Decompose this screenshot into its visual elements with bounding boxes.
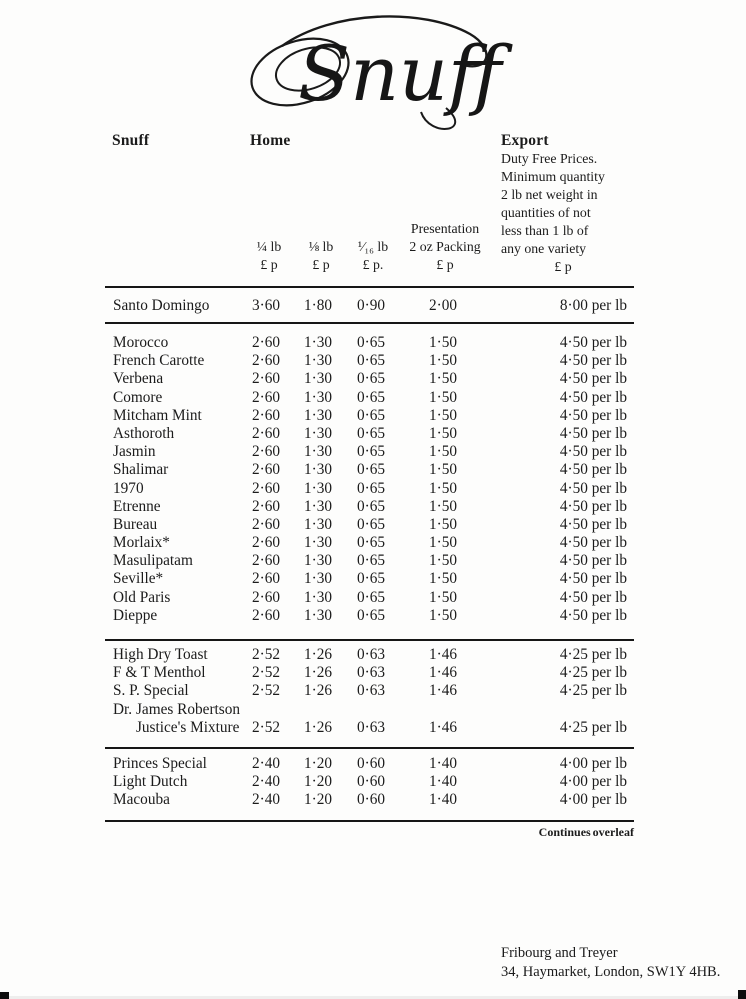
quarter-lb-price-cell: 2·52 [251,646,281,663]
presentation-price-cell: 1·50 [428,443,458,461]
sixteenth-lb-price-cell: 0·65 [356,588,386,606]
snuff-name-cell: Santo Domingo [113,297,210,314]
quarter-lb-price-cell: 2·52 [251,718,281,736]
presentation-price-cell: 1·50 [428,515,458,533]
eighth-lb-price-cell: 1·80 [303,297,333,314]
snuff-name-cell: Morlaix* [113,534,170,552]
quarter-lb-price-cell: 2·60 [251,388,281,406]
scan-artifact-bottom-right [738,990,746,999]
table-row [105,352,634,370]
export-price-cell: 4·50 per lb [559,534,627,552]
sixteenth-lb-price-cell: 0·63 [356,718,386,736]
footer-street-address: 34, Haymarket, London, SW1Y 4HB. [501,963,721,980]
snuff-name-cell: Morocco [113,334,169,351]
sixteenth-lb-price-cell: 0·60 [356,791,386,809]
export-price-cell: 4·25 per lb [559,682,627,700]
snuff-name-cell: F & T Menthol [113,664,206,682]
quarter-lb-column-label: ¼ lb [256,239,282,254]
quarter-lb-price-cell: 2·60 [251,515,281,533]
snuff-name-cell: Etrenne [113,497,161,515]
export-price-cell: 4·50 per lb [559,479,627,497]
presentation-price-cell: 1·50 [428,406,458,424]
table-row [105,443,634,461]
table-row [105,498,634,516]
export-price-cell: 4·00 per lb [559,755,627,772]
table-row [105,552,634,570]
presentation-price-cell: 1·50 [428,552,458,570]
snuff-name-cell: Macouba [113,791,170,809]
presentation-column-label-line2: 2 oz Packing [409,239,481,254]
eighth-lb-column-label: ⅛ lb [308,239,334,254]
sixteenth-lb-price-cell: 0·65 [356,352,386,370]
quarter-lb-price-cell: 3·60 [251,297,281,314]
table-row [105,589,634,607]
quarter-lb-price-cell: 2·40 [251,755,281,772]
rule-below-toast-section [105,747,634,749]
export-price-cell: 4·50 per lb [559,461,627,479]
presentation-price-cell: 1·50 [428,479,458,497]
table-row [105,570,634,588]
snuff-name-cell: High Dry Toast [113,646,208,663]
quarter-lb-price-cell: 2·60 [251,570,281,588]
export-price-cell: 4·50 per lb [559,515,627,533]
quarter-lb-price-cell: 2·60 [251,497,281,515]
sixteenth-lb-price-cell: 0·63 [356,664,386,682]
table-row [105,480,634,498]
presentation-price-cell: 1·50 [428,334,458,351]
table-row [105,534,634,552]
export-price-cell: 4·50 per lb [559,388,627,406]
export-column-header: Export [501,132,549,149]
presentation-price-cell: 1·50 [428,570,458,588]
presentation-price-cell: 1·40 [428,791,458,809]
sixteenth-lb-price-cell: 0·63 [356,646,386,663]
snuff-name-cell: Asthoroth [113,424,175,442]
export-condition-line: Duty Free Prices. [501,151,598,166]
presentation-price-cell: 1·50 [428,370,458,388]
table-row [105,682,634,700]
price-section-main [105,334,634,625]
presentation-price-cell: 1·50 [428,606,458,624]
snuff-name-cell: Masulipatam [113,552,193,570]
presentation-price-cell: 1·50 [428,588,458,606]
export-price-cell: 4·50 per lb [559,352,627,370]
price-section-princes [105,755,634,810]
eighth-lb-price-cell: 1·26 [303,718,333,736]
export-price-cell: 4·50 per lb [559,570,627,588]
eighth-lb-price-cell: 1·30 [303,534,333,552]
sixteenth-lb-price-cell: 0·60 [356,773,386,791]
presentation-price-cell: 1·50 [428,352,458,370]
eighth-lb-price-cell: 1·26 [303,646,333,663]
quarter-lb-price-cell: 2·60 [251,370,281,388]
sixteenth-lb-price-cell: 0·65 [356,388,386,406]
snuff-name-cell: S. P. Special [113,682,189,700]
eighth-lb-unit-label: £ p [312,257,330,272]
footer-address [501,944,720,981]
snuff-name-cell: Mitcham Mint [113,406,202,424]
eighth-lb-price-cell: 1·20 [303,791,333,809]
table-row [105,297,634,315]
sixteenth-lb-price-cell: 0·65 [356,552,386,570]
export-price-cell: 8·00 per lb [559,297,627,314]
table-row [105,334,634,352]
quarter-lb-price-cell: 2·60 [251,534,281,552]
eighth-lb-price-cell: 1·30 [303,443,333,461]
eighth-lb-price-cell: 1·26 [303,664,333,682]
sixteenth-lb-price-cell: 0·65 [356,334,386,351]
scan-artifact-bottom-left [0,992,9,999]
table-row [105,646,634,664]
sixteenth-lb-price-cell: 0·65 [356,424,386,442]
rule-bottom [105,820,634,822]
table-row [105,719,634,737]
table-row [105,607,634,625]
sixteenth-lb-price-cell: 0·65 [356,406,386,424]
presentation-price-cell: 1·40 [428,755,458,772]
presentation-price-cell: 2·00 [428,297,458,314]
eighth-lb-price-cell: 1·30 [303,570,333,588]
export-price-cell: 4·50 per lb [559,370,627,388]
presentation-price-cell: 1·46 [428,646,458,663]
snuff-script-title [238,6,534,134]
presentation-price-cell: 1·50 [428,497,458,515]
table-row [105,425,634,443]
export-price-cell: 4·25 per lb [559,646,627,663]
eighth-lb-price-cell: 1·30 [303,424,333,442]
sixteenth-lb-price-cell: 0·60 [356,755,386,772]
home-column-header: Home [250,132,291,149]
quarter-lb-price-cell: 2·60 [251,352,281,370]
eighth-lb-price-cell: 1·30 [303,334,333,351]
footer-company-name: Fribourg and Treyer [501,945,618,961]
presentation-price-cell: 1·50 [428,534,458,552]
quarter-lb-price-cell: 2·60 [251,588,281,606]
export-price-cell: 4·25 per lb [559,718,627,736]
presentation-unit-label: £ p [436,257,454,272]
eighth-lb-price-cell: 1·20 [303,773,333,791]
sixteenth-lb-price-cell: 0·65 [356,479,386,497]
sixteenth-lb-price-cell: 0·65 [356,370,386,388]
quarter-lb-price-cell: 2·60 [251,334,281,351]
continues-overleaf-note: Continues overleaf [538,825,634,839]
snuff-name-cell: Justice's Mixture [113,718,240,736]
eighth-lb-price-cell: 1·30 [303,479,333,497]
eighth-lb-price-cell: 1·26 [303,682,333,700]
sixteenth-lb-unit-label: £ p. [362,257,384,272]
snuff-name-cell: Dieppe [113,606,158,624]
presentation-price-cell: 1·46 [428,718,458,736]
quarter-lb-price-cell: 2·60 [251,479,281,497]
snuff-name-cell: Shalimar [113,461,169,479]
export-price-cell: 4·25 per lb [559,664,627,682]
presentation-price-cell: 1·50 [428,388,458,406]
rule-above-santo-domingo [105,286,634,288]
table-row [105,791,634,809]
quarter-lb-price-cell: 2·40 [251,791,281,809]
eighth-lb-price-cell: 1·30 [303,370,333,388]
eighth-lb-price-cell: 1·30 [303,461,333,479]
eighth-lb-price-cell: 1·30 [303,606,333,624]
export-header-block [501,132,631,276]
snuff-name-cell: Light Dutch [113,773,188,791]
export-price-cell: 4·50 per lb [559,334,627,351]
rule-below-santo-domingo [105,322,634,324]
sixteenth-lb-price-cell: 0·65 [356,443,386,461]
snuff-name-cell: 1970 [113,479,144,497]
quarter-lb-unit-label: £ p [260,257,278,272]
export-price-cell: 4·50 per lb [559,552,627,570]
snuff-name-cell: French Carotte [113,352,205,370]
table-row [105,701,634,719]
export-price-cell: 4·50 per lb [559,497,627,515]
eighth-lb-price-cell: 1·30 [303,388,333,406]
snuff-name-cell: Princes Special [113,755,207,772]
eighth-lb-price-cell: 1·20 [303,755,333,772]
rule-below-main-section [105,639,634,641]
eighth-lb-price-cell: 1·30 [303,515,333,533]
sixteenth-lb-price-cell: 0·63 [356,682,386,700]
presentation-price-cell: 1·50 [428,461,458,479]
snuff-name-cell: Old Paris [113,588,171,606]
eighth-lb-price-cell: 1·30 [303,552,333,570]
export-condition-line: 2 lb net weight in [501,187,598,202]
export-price-cell: 4·50 per lb [559,443,627,461]
presentation-price-cell: 1·40 [428,773,458,791]
table-row [105,516,634,534]
presentation-price-cell: 1·46 [428,682,458,700]
export-price-cell: 4·50 per lb [559,424,627,442]
quarter-lb-price-cell: 2·52 [251,682,281,700]
title-text: Snuff [298,29,502,118]
export-price-cell: 4·00 per lb [559,791,627,809]
snuff-name-cell: Jasmin [113,443,156,461]
export-condition-line: any one variety [501,241,587,256]
quarter-lb-price-cell: 2·40 [251,773,281,791]
eighth-lb-price-cell: 1·30 [303,588,333,606]
sixteenth-lb-price-cell: 0·65 [356,497,386,515]
quarter-lb-price-cell: 2·60 [251,461,281,479]
table-row [105,461,634,479]
sixteenth-lb-price-cell: 0·65 [356,461,386,479]
table-row [105,664,634,682]
snuff-name-cell: Comore [113,388,163,406]
snuff-column-header: Snuff [112,132,150,149]
snuff-name-cell: Dr. James Robertson [113,700,241,718]
eighth-lb-price-cell: 1·30 [303,406,333,424]
sixteenth-lb-column-label: ¹⁄₁₆ lb [357,239,389,254]
presentation-price-cell: 1·50 [428,424,458,442]
sixteenth-lb-price-cell: 0·65 [356,515,386,533]
sixteenth-lb-price-cell: 0·65 [356,606,386,624]
table-row [105,755,634,773]
table-row [105,370,634,388]
quarter-lb-price-cell: 2·60 [251,443,281,461]
export-price-cell: 4·50 per lb [559,588,627,606]
eighth-lb-price-cell: 1·30 [303,497,333,515]
export-condition-line: less than 1 lb of [501,223,589,238]
presentation-price-cell: 1·46 [428,664,458,682]
presentation-column-label-line1: Presentation [410,221,480,236]
export-price-cell: 4·50 per lb [559,606,627,624]
export-conditions [501,150,631,258]
quarter-lb-price-cell: 2·60 [251,606,281,624]
quarter-lb-price-cell: 2·60 [251,406,281,424]
quarter-lb-price-cell: 2·60 [251,424,281,442]
eighth-lb-price-cell: 1·30 [303,352,333,370]
snuff-name-cell: Verbena [113,370,164,388]
table-row [105,389,634,407]
table-row [105,407,634,425]
quarter-lb-price-cell: 2·60 [251,552,281,570]
sixteenth-lb-price-cell: 0·65 [356,570,386,588]
export-unit-label: £ p [554,259,572,274]
snuff-name-cell: Seville* [113,570,164,588]
price-section-toast [105,646,634,737]
price-section-santo-domingo [105,297,634,315]
sixteenth-lb-price-cell: 0·65 [356,534,386,552]
quarter-lb-price-cell: 2·52 [251,664,281,682]
export-price-cell: 4·00 per lb [559,773,627,791]
sixteenth-lb-price-cell: 0·90 [356,297,386,314]
snuff-name-cell: Bureau [113,515,158,533]
export-condition-line: quantities of not [501,205,591,220]
export-condition-line: Minimum quantity [501,169,605,184]
export-price-cell: 4·50 per lb [559,406,627,424]
table-row [105,773,634,791]
